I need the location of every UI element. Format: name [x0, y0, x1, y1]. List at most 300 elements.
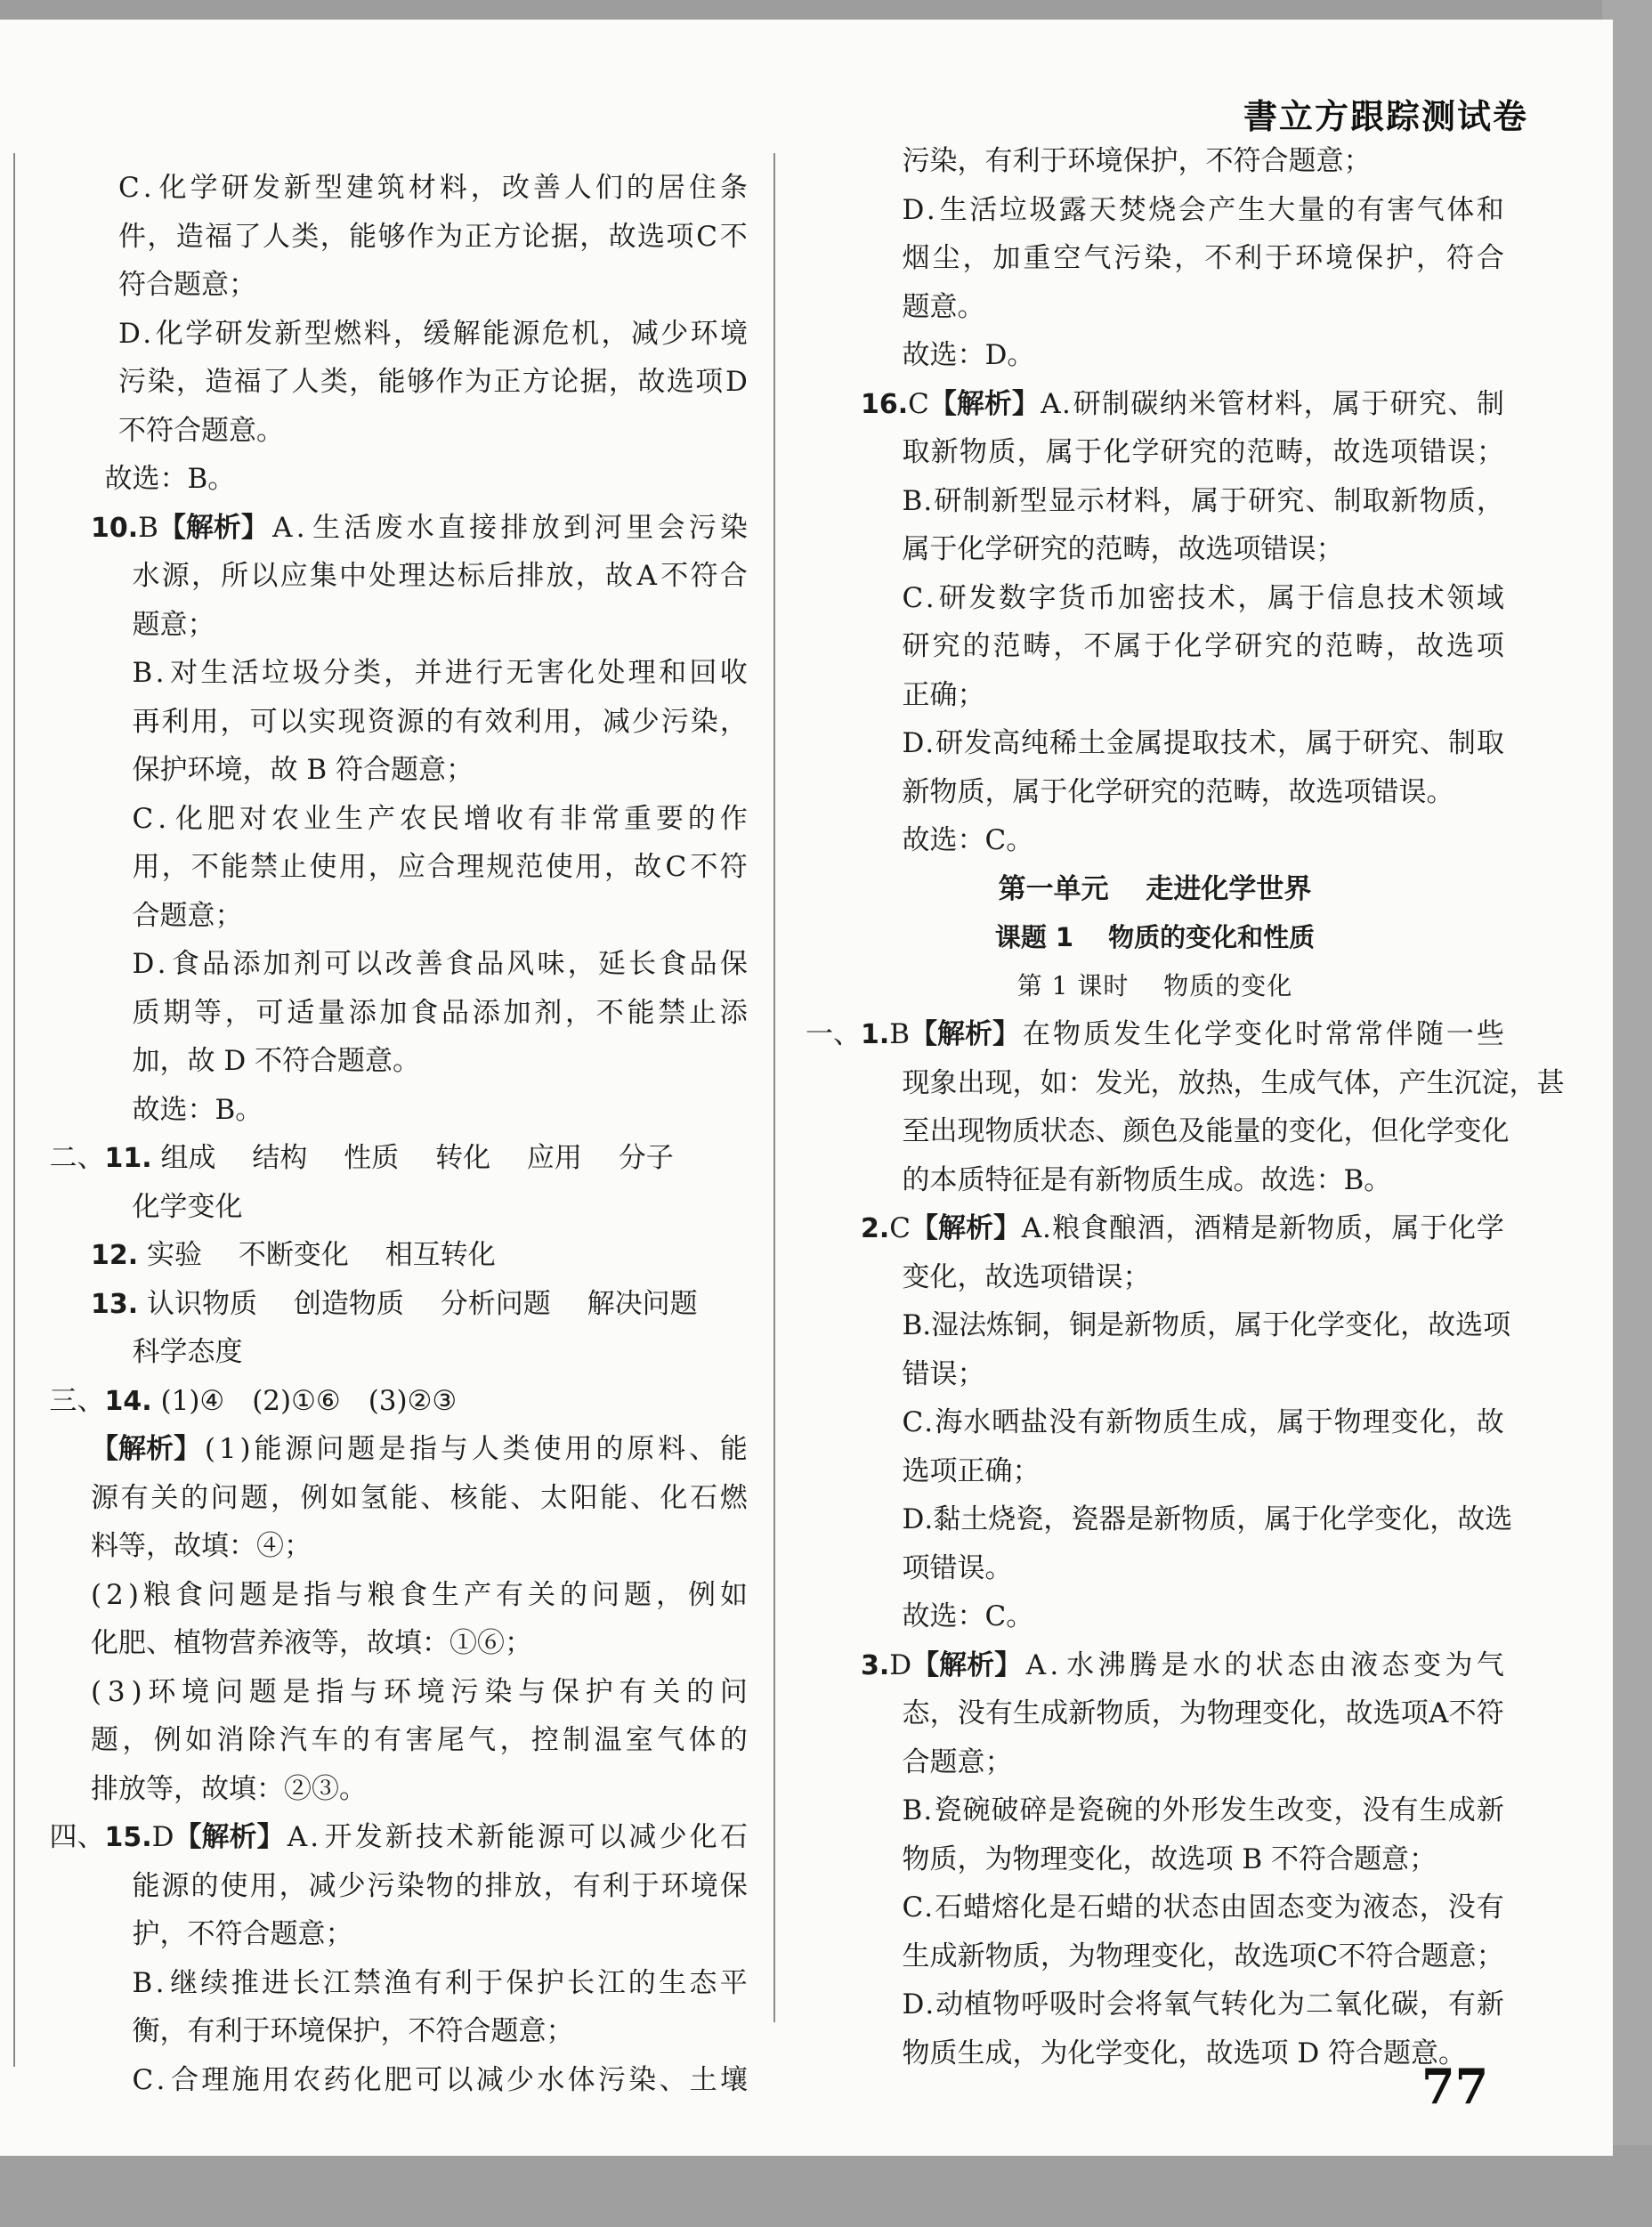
text-char: 和 [1476, 193, 1504, 226]
text-char: 能 [627, 996, 655, 1029]
text-char: 范 [1246, 436, 1275, 468]
text-char: 合 [1476, 242, 1504, 274]
section-marker: 一、 [806, 1018, 861, 1050]
text-char: A [1041, 387, 1061, 420]
column-divider-rule [773, 153, 775, 2022]
text-char: 物 [1095, 1940, 1123, 1972]
text-char: ， [320, 220, 348, 253]
text-char: 学 [1347, 1503, 1375, 1535]
text-char: 颜 [1122, 1115, 1151, 1147]
text-char: 对 [170, 657, 198, 689]
text-char: 属 [1267, 581, 1295, 614]
text-char: 态 [1390, 1891, 1419, 1923]
text-char: 核 [449, 1481, 478, 1514]
answer-line [36, 1086, 748, 1135]
text-char: ， [655, 1578, 684, 1611]
text-char: 没 [1049, 1406, 1077, 1438]
text-char: 使 [220, 1869, 248, 1902]
text-char: 禁 [658, 996, 686, 1029]
text-char: ， [279, 1869, 307, 1902]
section-marker: 二、 [49, 1142, 105, 1174]
text-char: 有 [120, 1481, 149, 1514]
text-char: 标 [457, 560, 485, 592]
text-char: . [296, 511, 305, 544]
text-char: 产 [367, 802, 395, 835]
text-char: 项 [1390, 436, 1419, 468]
text-char: 可 [255, 996, 284, 1029]
text-char: 平 [719, 1966, 748, 1999]
text-char: 放 [531, 511, 560, 544]
text-char: 技 [416, 1821, 444, 1853]
text-char: 食 [659, 948, 687, 980]
text-char: 人 [471, 1433, 499, 1465]
text-char: 于 [1305, 1406, 1333, 1438]
text-char: 现 [957, 1115, 985, 1147]
text-char: ， [929, 1697, 958, 1729]
text-char: 、 [1419, 727, 1447, 759]
text-char: 研 [1389, 387, 1418, 420]
text-char: 项 [666, 220, 694, 253]
text-char: 利 [514, 705, 542, 738]
answer-choice: C [908, 387, 929, 420]
text-char: 符 [719, 851, 748, 883]
text-char: 酒 [1194, 1212, 1222, 1244]
answer-line [36, 795, 748, 844]
text-char: 化 [1174, 630, 1203, 662]
text-char: 关 [150, 1481, 179, 1514]
text-char: 染 [484, 1675, 513, 1708]
text-char: 发 [1095, 1066, 1123, 1099]
question-line [806, 1641, 1504, 1690]
text-char: 畴 [1356, 630, 1384, 662]
answer-line [36, 601, 748, 650]
text-char: 的 [719, 1724, 748, 1756]
text-char: 究 [1419, 387, 1447, 420]
text-char: 项 [1289, 1940, 1317, 1972]
text-char: ， [1236, 1503, 1265, 1535]
text-char: 瓷 [1071, 1503, 1099, 1535]
text-char: 由 [1219, 1891, 1248, 1923]
text-char: 质 [1083, 1018, 1112, 1050]
answer-line [36, 2056, 748, 2105]
text-char: 有 [1077, 1406, 1105, 1438]
answer-line [806, 1447, 1504, 1496]
text-char: 研 [902, 630, 930, 662]
text-char: 状 [1255, 1648, 1284, 1681]
text-char: C [902, 581, 924, 614]
text-char: . [158, 802, 167, 835]
text-char: ， [1276, 727, 1305, 759]
text-char: 态 [1191, 1891, 1219, 1923]
line-text: 题意； [132, 608, 215, 641]
text-char: 生 [659, 1966, 687, 1999]
question-number: 12. [91, 1240, 139, 1271]
text-char: 材 [1105, 484, 1133, 517]
text-char: 新 [991, 484, 1019, 517]
text-char: 以 [279, 705, 307, 738]
text-char: ( [91, 1578, 102, 1611]
text-char: 新 [283, 172, 312, 204]
text-char: 水 [963, 1406, 992, 1438]
text-char: 会 [657, 511, 685, 544]
text-char: 集 [309, 560, 337, 592]
text-char: 气 [657, 1724, 685, 1756]
text-char: 染 [1144, 242, 1172, 274]
text-char: C [118, 172, 140, 204]
text-char: 延 [597, 948, 626, 980]
question-line [36, 1280, 748, 1329]
text-char: 显 [1048, 484, 1076, 517]
text-char: 品 [202, 948, 231, 980]
text-char: C [902, 1406, 924, 1438]
text-char: ， [1053, 630, 1081, 662]
text-char: 器 [1098, 1503, 1127, 1535]
text-char: 碗 [1105, 1794, 1133, 1826]
text-char: 大 [1267, 193, 1296, 226]
text-char: 故 [1428, 1309, 1456, 1341]
text-char: 污 [118, 366, 146, 398]
text-char: ， [1174, 242, 1203, 274]
text-char: 项 [1476, 630, 1504, 662]
text-char: 够 [407, 366, 435, 398]
answer-line [806, 1398, 1504, 1447]
text-char: . [924, 1503, 934, 1535]
line-text: 项错误。 [902, 1551, 1013, 1584]
text-char: 生 [200, 657, 229, 689]
text-char: 推 [231, 1966, 259, 1999]
text-char: ， [1040, 1940, 1068, 1972]
text-char: 于 [631, 1869, 660, 1902]
text-char: 伴 [1385, 1018, 1413, 1050]
text-char: ， [190, 560, 219, 592]
text-char: 合 [1393, 1940, 1421, 1972]
text-char: 转 [1220, 1988, 1249, 2020]
text-char: 碗 [962, 1794, 991, 1826]
text-char: 如 [185, 1724, 214, 1756]
text-char: 的 [686, 1675, 715, 1708]
text-char: 住 [688, 172, 717, 204]
text-char: 符 [1476, 1697, 1504, 1729]
text-char: 畴 [1275, 436, 1303, 468]
text-char: 化 [567, 657, 595, 689]
text-char: 米 [1188, 387, 1217, 420]
text-char: 沸 [1097, 1648, 1126, 1681]
text-char: 源 [285, 1433, 313, 1465]
text-char: 了 [263, 366, 291, 398]
text-char: 接 [469, 511, 498, 544]
text-char: 物 [1206, 1697, 1235, 1729]
text-char: 用 [338, 851, 367, 883]
text-char: 蜡 [963, 1891, 992, 1923]
text-char: 铜 [1069, 1309, 1097, 1341]
text-char: 生 [1191, 1406, 1219, 1438]
text-char: 长 [628, 948, 657, 980]
answer-line [36, 164, 748, 213]
text-char: 护 [536, 1966, 564, 1999]
text-char: 止 [279, 851, 308, 883]
text-char: 少 [506, 2063, 535, 2096]
text-char: 禁 [352, 1966, 381, 1999]
text-char: 了 [233, 220, 262, 253]
text-char: 腾 [1130, 1648, 1158, 1681]
text-char: 符 [690, 560, 718, 592]
page-header-title: 書立方跟踪测试卷 [1243, 97, 1528, 136]
text-char: 施 [231, 2063, 260, 2096]
text-char: 水 [132, 560, 160, 592]
text-char: 活 [231, 657, 259, 689]
text-char: 不 [660, 560, 689, 592]
text-char: 规 [486, 851, 514, 883]
text-char: 例 [687, 1578, 716, 1611]
text-char: 的 [1260, 1115, 1289, 1147]
text-char: 术 [446, 1821, 474, 1853]
text-char: 常 [591, 802, 620, 835]
line-prefix [91, 504, 269, 553]
text-char: 质 [1334, 1212, 1363, 1244]
text-char: 是 [1126, 1503, 1154, 1535]
answer-line [806, 671, 1504, 720]
text-char: D [902, 1503, 925, 1535]
text-char: 用 [564, 1433, 593, 1465]
text-char: 有 [455, 705, 483, 738]
text-char: 新 [385, 1821, 413, 1853]
text-char: 是 [1049, 1891, 1077, 1923]
text-char: 问 [215, 1675, 243, 1708]
text-char: 成 [1219, 1406, 1248, 1438]
text-char: 禁 [250, 851, 279, 883]
text-char: 质 [1162, 1406, 1191, 1438]
text-char: D [902, 727, 925, 759]
text-char: ， [349, 366, 377, 398]
text-char: 化 [353, 2063, 382, 2096]
text-char: 污 [1113, 242, 1142, 274]
text-char: 故 [605, 560, 633, 592]
text-char: B [902, 484, 923, 517]
line-text: 正确； [902, 678, 985, 711]
text-char: 新 [1278, 1212, 1307, 1244]
answer-line [36, 746, 748, 795]
text-char: 问 [206, 1578, 235, 1611]
text-char: 产 [1208, 193, 1236, 226]
book-page [0, 20, 1613, 2156]
text-char: 可 [249, 705, 278, 738]
text-char: 排 [516, 560, 545, 592]
text-char: 题 [239, 1578, 267, 1611]
text-char: 善 [415, 948, 443, 980]
text-char: 保 [551, 1675, 579, 1708]
text-char: 于 [1074, 436, 1103, 468]
text-char: 外 [1162, 1794, 1190, 1826]
line-prefix [50, 1142, 152, 1174]
text-char: 机 [571, 317, 600, 350]
text-char: 型 [1019, 484, 1048, 517]
text-char: 现 [984, 1066, 1013, 1099]
text-char: 加 [379, 996, 408, 1029]
text-char: ， [579, 220, 608, 253]
text-char: 使 [545, 851, 573, 883]
answer-line [36, 649, 748, 698]
question-number: 10. [91, 512, 139, 544]
text-char: 资 [367, 705, 395, 738]
text-char: 会 [1106, 1988, 1135, 2020]
text-char: ， [1447, 1406, 1476, 1438]
text-char: 生 [902, 1940, 930, 1972]
text-char: ， [1343, 1115, 1372, 1147]
text-char: 品 [476, 948, 505, 980]
answer-line [36, 989, 748, 1038]
text-char: 研 [1362, 727, 1390, 759]
text-char: 变 [1288, 1115, 1316, 1147]
text-char: 料 [1133, 484, 1162, 517]
text-char: . [142, 317, 152, 350]
text-char: 故 [1457, 1503, 1486, 1535]
text-char: 化 [1173, 1018, 1202, 1050]
text-char: 放 [514, 1869, 542, 1902]
text-char: 不 [1448, 1697, 1477, 1729]
text-char: 能 [1205, 1115, 1234, 1147]
text-char: ， [1237, 581, 1266, 614]
question-line [806, 380, 1504, 429]
analysis-tag: 【解析】 [91, 1433, 201, 1465]
text-char: 于 [1333, 727, 1362, 759]
text-char: C [132, 802, 154, 835]
text-char: ， [1304, 436, 1332, 468]
text-char: 能 [390, 1481, 418, 1514]
text-char: 不 [1083, 630, 1112, 662]
text-char: 故 [1415, 630, 1444, 662]
text-char: ， [122, 1724, 150, 1756]
line-text: 污染，有利于环境保护，不符合题意； [902, 145, 1372, 177]
text-char: 能 [482, 317, 510, 350]
text-char: 研 [935, 727, 964, 759]
text-char: 稀 [1049, 727, 1078, 759]
line-text: 实验 不断变化 相互转化 [138, 1239, 496, 1271]
text-char: . [925, 727, 935, 759]
text-char: 能 [719, 1433, 748, 1465]
text-char: 新 [1105, 1406, 1134, 1438]
text-char: 的 [962, 630, 991, 662]
line-text: 排放等，故填：②③。 [91, 1772, 367, 1805]
text-char: 不 [595, 996, 624, 1029]
text-char: 环 [690, 317, 718, 350]
text-char: 域 [1476, 581, 1504, 614]
text-char: 发 [354, 1821, 383, 1853]
analysis-tag: 【解析】 [911, 1648, 1023, 1681]
text-char: 分 [322, 657, 351, 689]
text-char: 沉 [1454, 1066, 1482, 1099]
text-char: 变 [1374, 1503, 1403, 1535]
text-char: 为 [1178, 1697, 1207, 1729]
text-char: 居 [657, 172, 685, 204]
text-char: 为 [464, 366, 492, 398]
text-char: 新 [1068, 1697, 1097, 1729]
text-char: 酒 [1137, 1212, 1165, 1244]
text-char: 收 [495, 802, 523, 835]
text-char: 新 [957, 1940, 985, 1972]
text-char: 化 [1419, 1406, 1447, 1438]
answer-choice: D [151, 1821, 174, 1853]
question-number: 13. [91, 1288, 139, 1320]
text-char: 行 [475, 657, 504, 689]
text-char: 新 [930, 436, 959, 468]
text-char: 添 [348, 996, 377, 1029]
text-char: 理 [1362, 1406, 1390, 1438]
text-char: 长 [292, 1966, 320, 1999]
text-char: ， [1317, 1697, 1346, 1729]
text-char: 体 [688, 1724, 717, 1756]
text-char: ， [1206, 1940, 1235, 1972]
text-char: 气 [1416, 193, 1445, 226]
text-char: . [926, 193, 935, 226]
text-char: C [902, 1891, 924, 1923]
line-prefix [50, 1813, 285, 1862]
line-prefix [861, 380, 1040, 429]
text-char: 添 [719, 996, 748, 1029]
unit-heading: 第一单元 走进化学世界 [998, 872, 1312, 905]
line-text: 符合题意； [118, 269, 256, 301]
answer-line [806, 768, 1504, 817]
text-char: 领 [1446, 581, 1475, 614]
text-char: 呼 [1021, 1988, 1049, 2020]
text-char: A [1429, 1697, 1449, 1729]
line-prefix [91, 1239, 138, 1271]
line-text: 物质，为物理变化，故选项 B 不符合题意； [902, 1842, 1437, 1875]
text-char: 化 [660, 1481, 688, 1514]
text-char: 重 [1023, 242, 1051, 274]
line-text: 科学态度 [132, 1336, 243, 1368]
text-char: 生 [939, 193, 968, 226]
text-char: 长 [567, 1966, 595, 1999]
answer-line [806, 1980, 1504, 2029]
text-char: 理 [1123, 1940, 1151, 1972]
text-char: 利 [1235, 242, 1263, 274]
text-char: 研 [215, 317, 243, 350]
text-char: 放 [546, 560, 574, 592]
text-char: 物 [984, 1115, 1013, 1147]
text-char: 型 [304, 317, 332, 350]
text-char: 食 [171, 948, 199, 980]
answer-line [36, 1474, 748, 1523]
text-char: 化 [689, 1821, 717, 1853]
text-char: 有 [414, 1966, 442, 1999]
text-char: 随 [1415, 1018, 1444, 1050]
answer-line [36, 1328, 748, 1377]
text-char: 的 [190, 1869, 219, 1902]
text-char: 室 [625, 1724, 653, 1756]
text-char: ， [1429, 1503, 1458, 1535]
text-char: 范 [515, 851, 544, 883]
text-char: 江 [322, 1966, 351, 1999]
text-char: 故 [634, 851, 662, 883]
text-char: 属 [1045, 436, 1073, 468]
text-char: 题 [240, 1481, 269, 1514]
text-char: 质 [1012, 1940, 1041, 1972]
analysis-tag: 【解析】 [928, 387, 1040, 420]
text-char: 究 [1265, 630, 1293, 662]
text-char: 能 [506, 1821, 535, 1853]
text-char: 农 [399, 802, 427, 835]
line-text: 故选：C。 [902, 824, 1034, 856]
text-char: 碳 [1390, 1988, 1419, 2020]
text-char: 的 [687, 802, 716, 835]
text-char: 有 [1390, 1794, 1419, 1826]
text-char: 料 [439, 172, 467, 204]
right-column [806, 137, 1565, 2077]
text-char: 少 [660, 317, 689, 350]
text-char: 水 [406, 511, 434, 544]
answer-line [806, 1301, 1511, 1350]
text-char: 源 [161, 1869, 190, 1902]
